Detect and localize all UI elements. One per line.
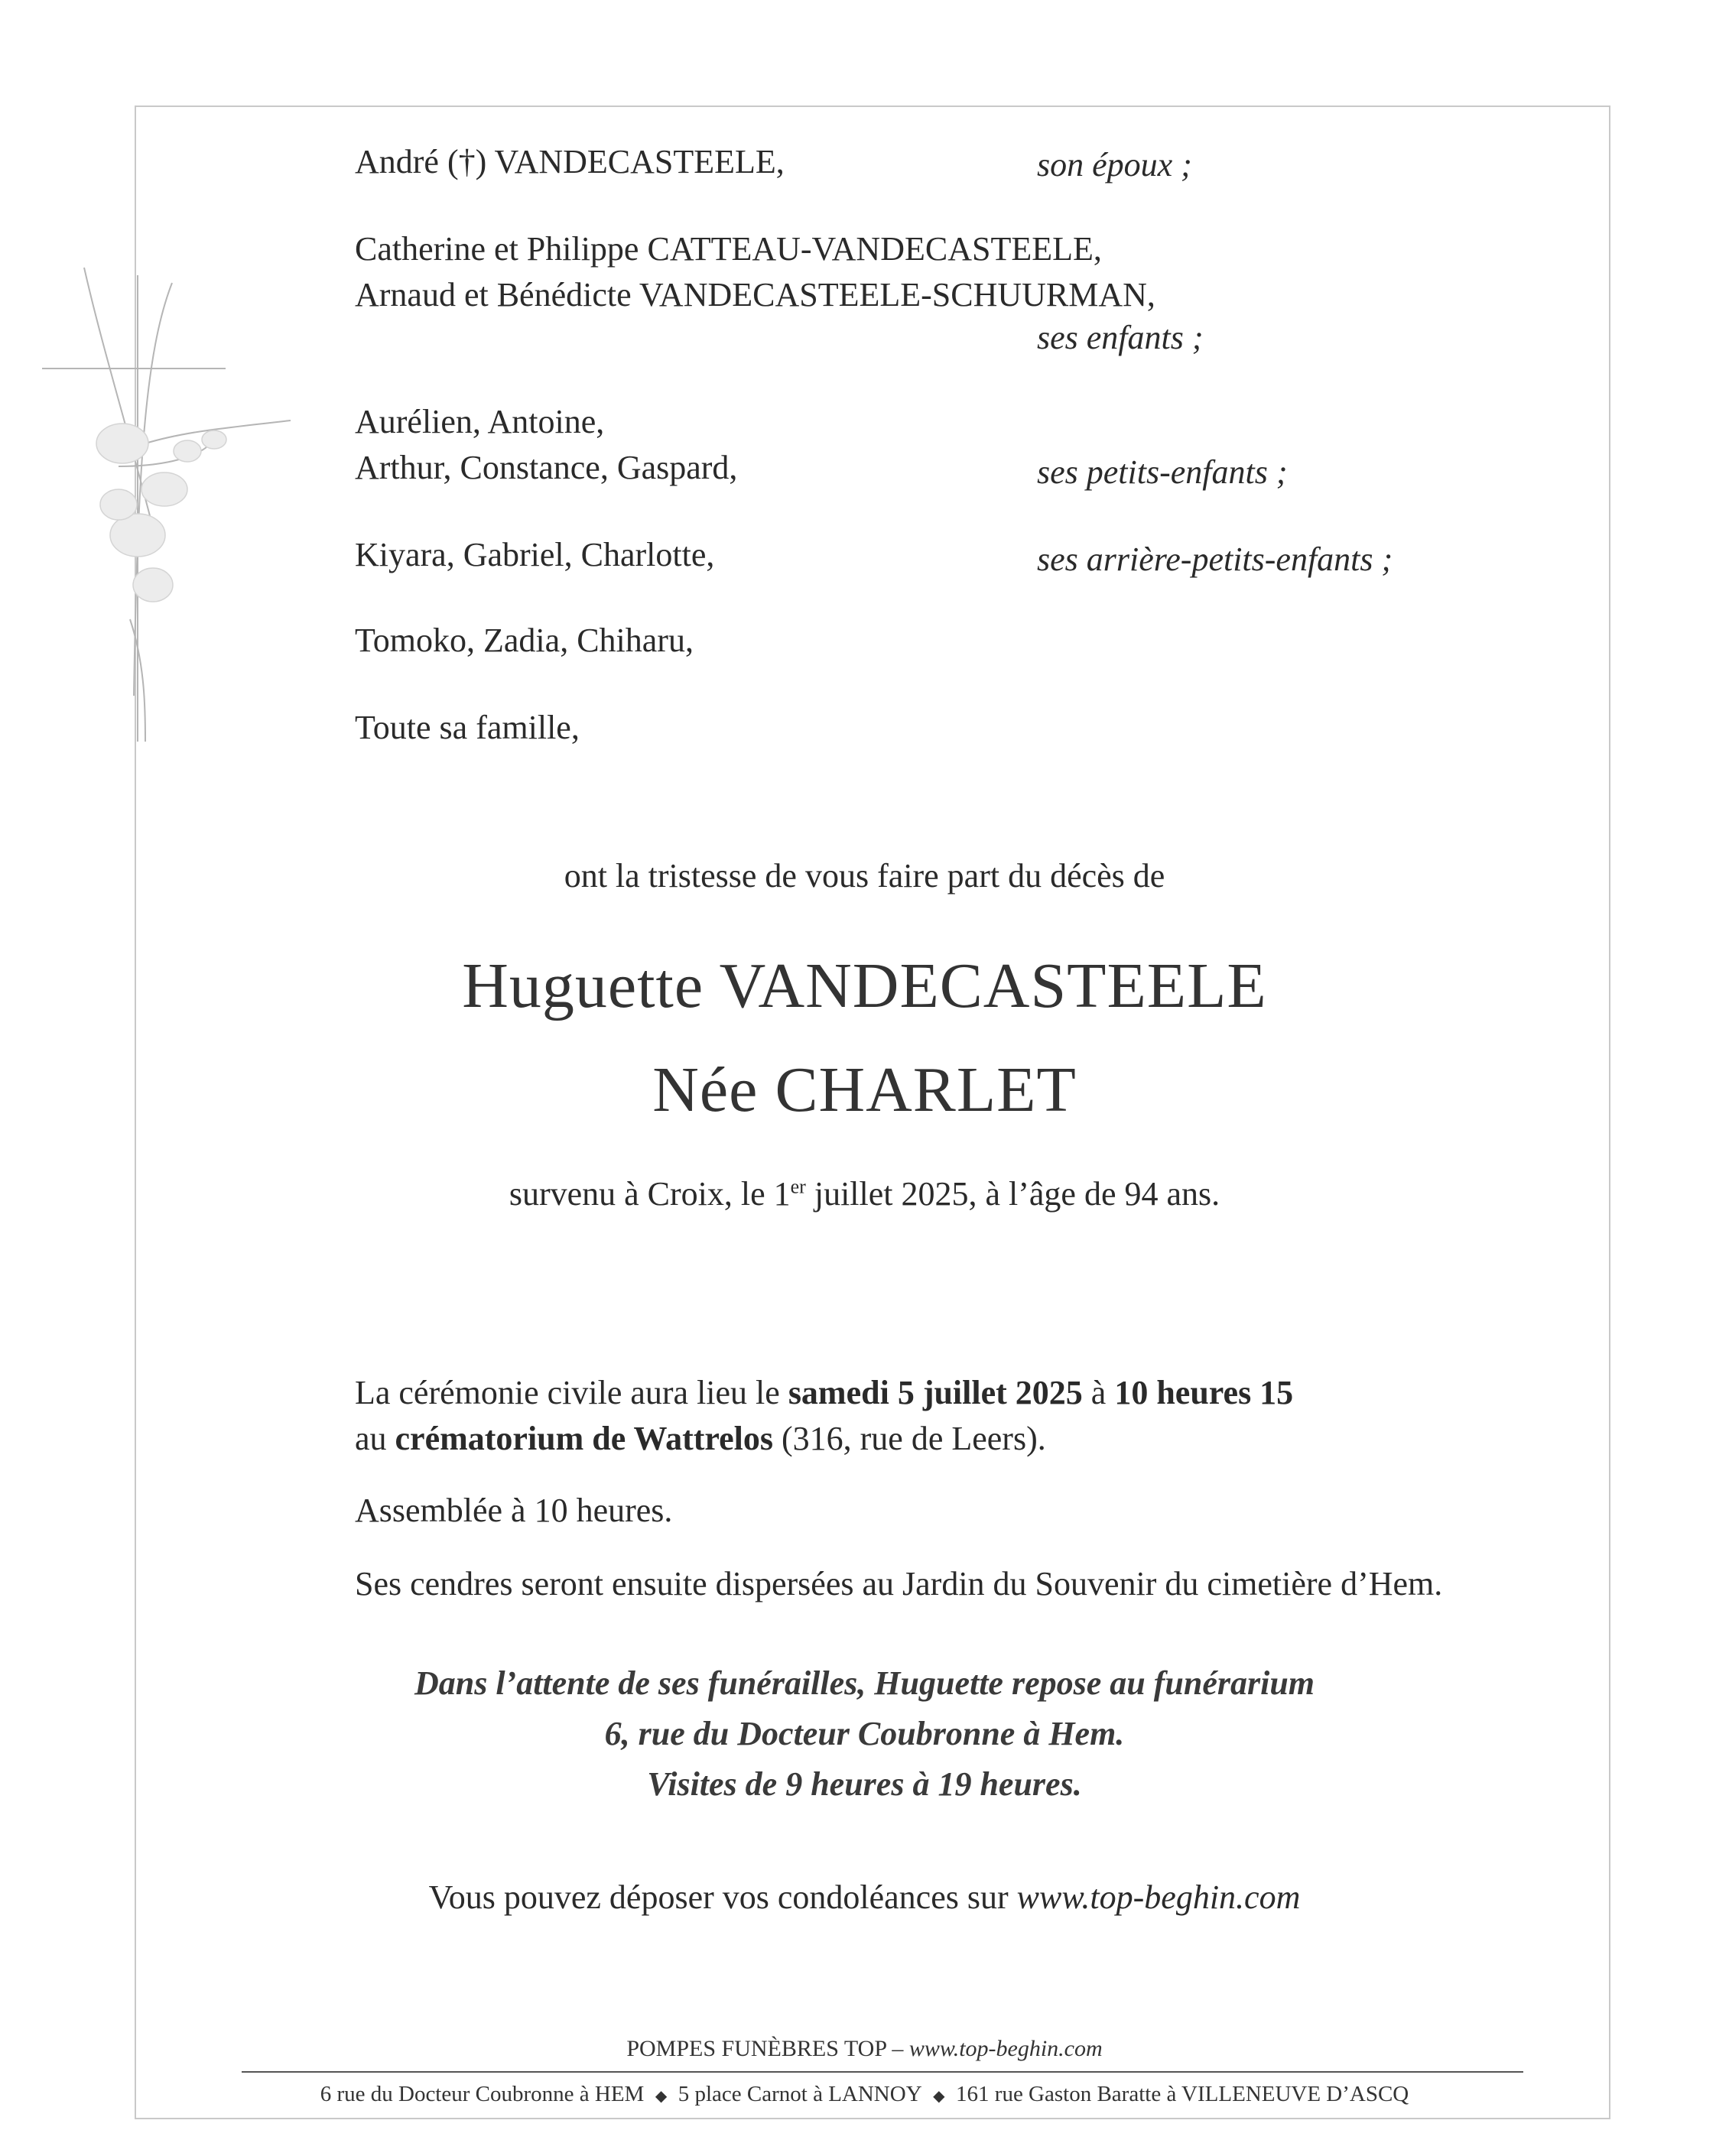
death-details-text: survenu à Croix, le 1 [509,1175,791,1213]
rest-line-3: Visites de 9 heures à 19 heures. [647,1765,1082,1803]
footer-company: POMPES FUNÈBRES TOP [626,2036,886,2061]
great-grandchildren-role: ses arrière-petits-enfants ; [1037,541,1393,578]
cross-orchid-illustration [31,237,314,757]
rest-line-1: Dans l’attente de ses funérailles, Huguette repose au funérarium [414,1664,1315,1702]
diamond-icon: ◆ [655,2088,668,2105]
footer-address-lannoy: 5 place Carnot à LANNOY [678,2082,922,2106]
footer-address-hem: 6 rue du Docteur Coubronne à HEM [320,2082,645,2106]
death-details-sup: er [790,1175,806,1198]
footer-rule [242,2071,1523,2073]
children-role: ses enfants ; [1037,319,1204,356]
child-2: Arnaud et Bénédicte VANDECASTEELE-SCHUURMAN, [355,276,1155,313]
ceremony-text: La cérémonie civile aura lieu le [355,1374,788,1411]
footer-dash: – [886,2036,909,2061]
deceased-name: Huguette VANDECASTEELE [462,950,1267,1021]
assembly-time: Assemblée à 10 heures. [355,1492,673,1529]
footer-addresses [0,2083,1729,2106]
spouse-name: André (†) VANDECASTEELE, [355,143,785,180]
ceremony-date: samedi 5 juillet 2025 [788,1374,1083,1411]
grandchildren-2: Arthur, Constance, Gaspard, [355,449,738,486]
other-relatives: Tomoko, Zadia, Chiharu, [355,622,694,659]
death-details-rest: juillet 2025, à l’âge de 94 ans. [805,1175,1220,1213]
death-details [0,1177,1729,1211]
ceremony-address: (316, rue de Leers). [773,1420,1046,1457]
ashes-info: Ses cendres seront ensuite dispersées au Jardin du Souvenir du cimetière d’Hem. [355,1565,1443,1602]
great-grandchildren: Kiyara, Gabriel, Charlotte, [355,536,715,573]
ceremony-place-prefix: au [355,1420,395,1457]
ceremony-text-at: à [1082,1374,1115,1411]
footer-company-line [0,2037,1729,2060]
ceremony-line-1 [355,1376,1293,1410]
child-1: Catherine et Philippe CATTEAU-VANDECASTEELE, [355,230,1102,268]
maiden-name: Née CHARLET [652,1054,1077,1125]
grandchildren-1: Aurélien, Antoine, [355,403,605,440]
announcement-intro: ont la tristesse de vous faire part du décès de [564,857,1165,895]
condolences-text: Vous pouvez déposer vos condoléances sur [428,1878,1017,1916]
ceremony-place: crématorium de Wattrelos [395,1420,773,1457]
ceremony-time: 10 heures 15 [1114,1374,1294,1411]
whole-family: Toute sa famille, [355,709,580,746]
rest-line-2: 6, rue du Docteur Coubronne à Hem. [604,1715,1125,1752]
diamond-icon: ◆ [933,2088,945,2105]
ceremony-line-2 [355,1422,1046,1456]
spouse-role: son époux ; [1037,146,1192,183]
grandchildren-role: ses petits-enfants ; [1037,453,1288,491]
footer-address-villeneuve: 161 rue Gaston Baratte à VILLENEUVE D’ASCQ [956,2082,1409,2106]
condolences-link[interactable]: www.top-beghin.com [1016,1878,1301,1916]
condolences-line [0,1878,1729,1916]
footer-website[interactable]: www.top-beghin.com [908,2036,1103,2061]
